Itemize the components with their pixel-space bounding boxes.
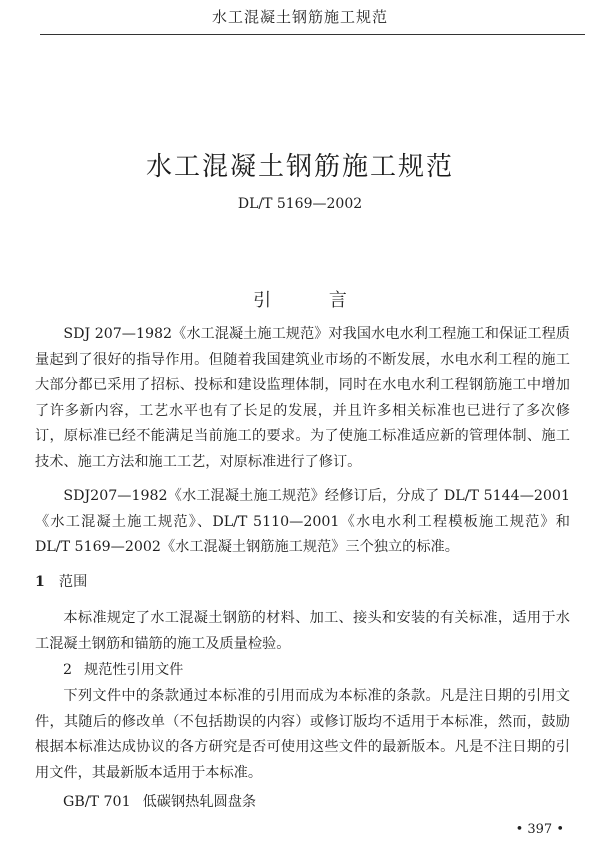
clause-2-title: 规范性引用文件: [84, 662, 184, 678]
clause-2-heading: [63, 659, 183, 679]
clause-2-text: 下列文件中的条款通过本标准的引用而成为本标准的条款。凡是注日期的引用文件，其随后的修改单（不包括勘误的内容）或修订版均不适用于本标准，然而，鼓励根据本标准达成协议的各方研究是否可使用这些文件的最新版本。凡是不注日期的引用文件，其最新版本适用于本标准。: [35, 688, 570, 781]
foreword-paragraph-2: [35, 484, 570, 561]
standard-code: DL/T 5169—2002: [237, 196, 363, 212]
clause-1-title: 范围: [58, 574, 88, 590]
document-title: 水工混凝土钢筋施工规范: [145, 152, 454, 182]
reference-item: [63, 791, 256, 811]
foreword-text-1: SDJ 207—1982《水工混凝土施工规范》对我国水电水利工程施工和保证工程质量起到了很好的指导作用。但随着我国建筑业市场的不断发展，水电水利工程的施工大部分都已采用了招标、投标和建设监理体制，同时在水电水利工程钢筋施工中增加了许多新内容，工艺水平也有了长足的发展，并且许多相关标准也已进行了多次修订，原标准已经不能满足当前施工的要求。为了使施工标准适应新的管理体制、施工技术、施工方法和施工工艺，对原标准进行了修订。: [35, 326, 570, 470]
running-header: 水工混凝土钢筋施工规范: [211, 8, 388, 26]
clause-2-body: [35, 684, 570, 786]
foreword-text-2: SDJ207—1982《水工混凝土施工规范》经修订后，分成了 DL/T 5144—2001《水工混凝土施工规范》、DL/T 5110—2001《水电水利工程模板施工规范》和 DL/T 5169—2002《水工混凝土钢筋施工规范》三个独立的标准。: [35, 488, 570, 556]
clause-1-body: [35, 606, 570, 657]
header-rule: [40, 34, 585, 35]
page-number: • 397 •: [515, 822, 564, 837]
clause-1-heading: [35, 571, 87, 591]
clause-1-number: 1: [35, 574, 45, 590]
foreword-heading: 引 言: [253, 290, 373, 311]
clause-2-number: 2: [63, 662, 73, 678]
reference-title: 低碳钢热轧圆盘条: [142, 794, 257, 810]
reference-code: GB/T 701: [63, 794, 131, 810]
foreword-paragraph-1: [35, 322, 570, 476]
clause-1-text: 本标准规定了水工混凝土钢筋的材料、加工、接头和安装的有关标准，适用于水工混凝土钢筋和锚筋的施工及质量检验。: [35, 610, 570, 652]
